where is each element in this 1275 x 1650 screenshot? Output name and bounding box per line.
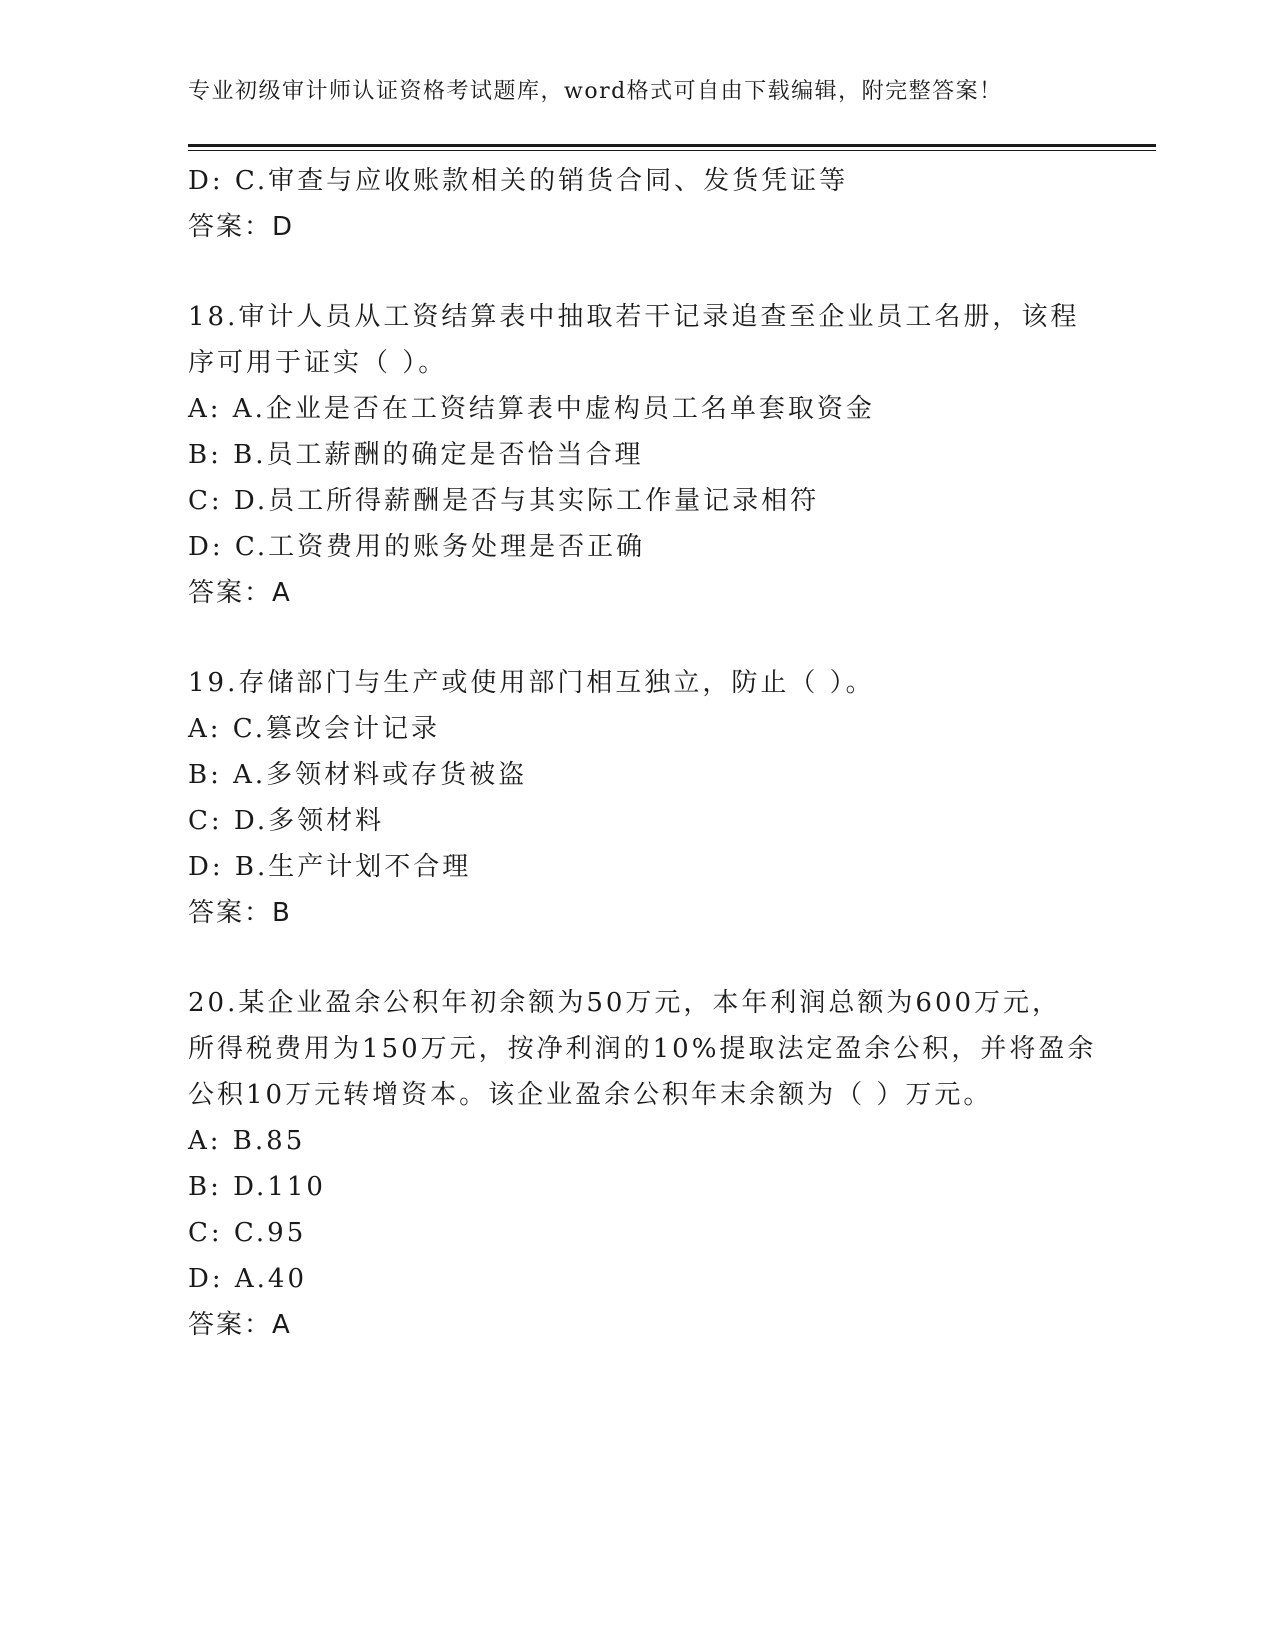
option-b: B: D.110 [188, 1172, 326, 1202]
spacer [188, 250, 1088, 294]
document-body [188, 158, 1097, 1348]
spacer [188, 936, 1088, 980]
question-18 [188, 294, 1088, 616]
answer-line: 答案：A [188, 1310, 292, 1340]
question-19 [188, 660, 1088, 936]
option-b: B: B.员工薪酬的确定是否恰当合理 [188, 440, 644, 470]
header-rule-thick [188, 144, 1156, 147]
option-d: D: B.生产计划不合理 [188, 852, 472, 882]
option-c: C: D.多领材料 [188, 806, 385, 836]
option-a: A: A.企业是否在工资结算表中虚构员工名单套取资金 [188, 394, 875, 424]
question-stem-line: 公积10万元转增资本。该企业盈余公积年末余额为（ ）万元。 [188, 1080, 993, 1110]
spacer [188, 616, 1088, 660]
option-a: A: B.85 [188, 1126, 306, 1156]
question-stem-line: 所得税费用为150万元，按净利润的10%提取法定盈余公积，并将盈余 [188, 1034, 1097, 1064]
question-stem-line: 序可用于证实（ ）。 [188, 348, 448, 378]
question-stem-line: 19.存储部门与生产或使用部门相互独立，防止（ ）。 [188, 668, 875, 698]
option-b: B: A.多领材料或存货被盗 [188, 760, 528, 790]
question-stem-line: 18.审计人员从工资结算表中抽取若干记录追查至企业员工名册，该程 [188, 302, 1080, 332]
question-20 [188, 980, 1097, 1348]
option-d: D: C.审查与应收账款相关的销货合同、发货凭证等 [188, 166, 849, 196]
option-c: C: C.95 [188, 1218, 307, 1248]
option-c: C: D.员工所得薪酬是否与其实际工作量记录相符 [188, 486, 820, 516]
page-header: 专业初级审计师认证资格考试题库，word格式可自由下载编辑，附完整答案！ [188, 79, 1003, 104]
answer-line: 答案：D [188, 212, 295, 242]
option-d: D: A.40 [188, 1264, 307, 1294]
question-stem-line: 20.某企业盈余公积年初余额为50万元，本年利润总额为600万元， [188, 988, 1062, 1018]
previous-question-fragment [188, 158, 1088, 250]
answer-line: 答案：A [188, 578, 292, 608]
answer-line: 答案：B [188, 898, 292, 928]
option-d: D: C.工资费用的账务处理是否正确 [188, 532, 646, 562]
option-a: A: C.篡改会计记录 [188, 714, 441, 744]
header-rule-thin [188, 150, 1156, 151]
